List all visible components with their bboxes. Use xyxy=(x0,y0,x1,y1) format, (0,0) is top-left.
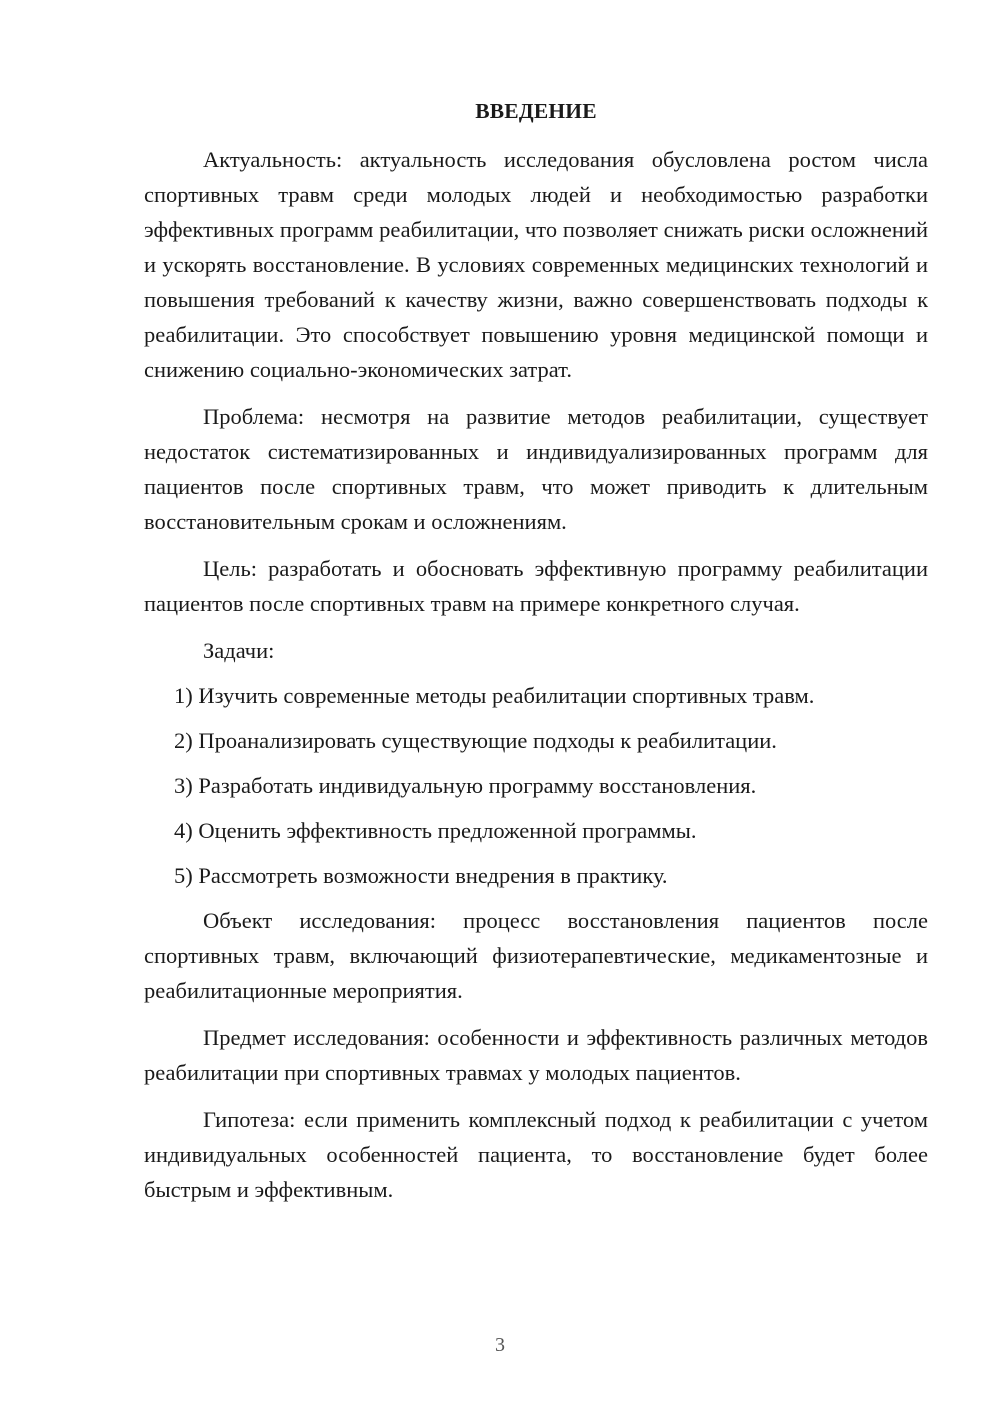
page-content xyxy=(144,94,928,1219)
page-title: ВВЕДЕНИЕ xyxy=(475,99,597,123)
tasks-heading: Задачи: xyxy=(203,638,275,663)
paragraph-subject: Предмет исследования: особенности и эффективность различных методов реабилитации при спортивных травмах у молодых пациентов. xyxy=(144,1025,928,1085)
task-item-4: 4) Оценить эффективность предложенной программы. xyxy=(174,818,697,843)
task-item-1: 1) Изучить современные методы реабилитации спортивных травм. xyxy=(174,683,815,708)
paragraph-hypothesis: Гипотеза: если применить комплексный подход к реабилитации с учетом индивидуальных особенностей пациента, то восстановление будет более быстрым и эффективным. xyxy=(144,1107,928,1202)
task-list xyxy=(144,678,928,893)
task-item-5: 5) Рассмотреть возможности внедрения в практику. xyxy=(174,863,668,888)
paragraph-goal: Цель: разработать и обосновать эффективную программу реабилитации пациентов после спортивных травм на примере конкретного случая. xyxy=(144,556,928,616)
paragraph-object: Объект исследования: процесс восстановления пациентов после спортивных травм, включающий физиотерапевтические, медикаментозные и реабилитационные мероприятия. xyxy=(144,908,928,1003)
task-item-2: 2) Проанализировать существующие подходы к реабилитации. xyxy=(174,728,777,753)
paragraph-problem: Проблема: несмотря на развитие методов реабилитации, существует недостаток систематизированных и индивидуализированных программ для пациентов после спортивных травм, что может приводить к длительным восстановительным срокам и осложнениям. xyxy=(144,404,928,534)
task-item-3: 3) Разработать индивидуальную программу восстановления. xyxy=(174,773,757,798)
page-number: 3 xyxy=(495,1334,505,1356)
paragraph-relevance: Актуальность: актуальность исследования обусловлена ростом числа спортивных травм среди молодых людей и необходимостью разработки эффективных программ реабилитации, что позволяет снижать риски осложнений и ускорять восстановление. В условиях современных медицинских технологий и повышения требований к качеству жизни, важно совершенствовать подходы к реабилитации. Это способствует повышению уровня медицинской помощи и снижению социально-экономических затрат. xyxy=(144,147,928,382)
